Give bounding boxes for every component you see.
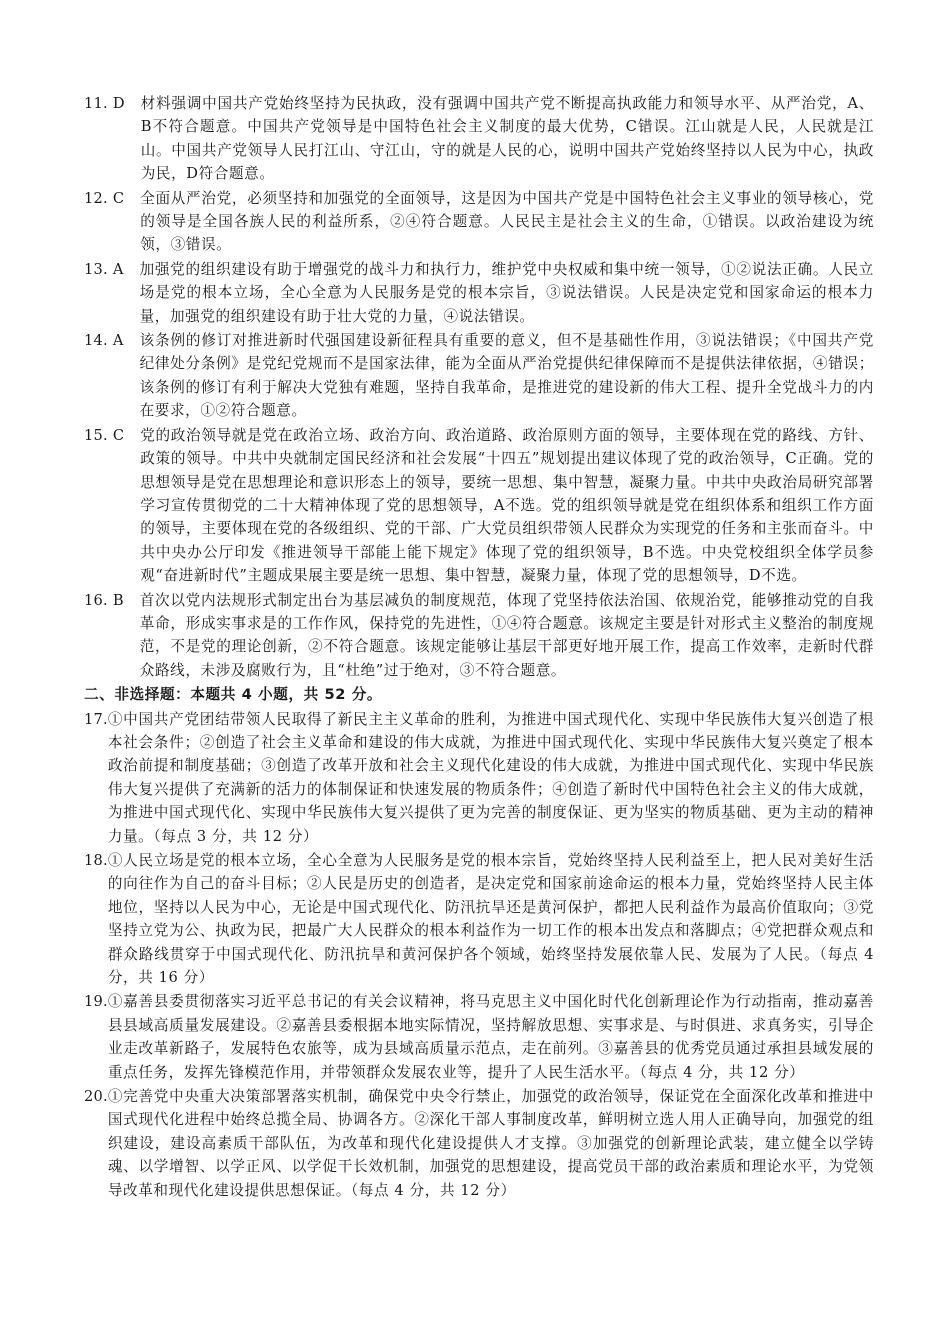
answer-explanation: ①中国共产党团结带领人民取得了新民主主义革命的胜利，为推进中国式现代化、实现中华民族伟大复兴创造了根本社会条件；②创造了社会主义革命和建设的伟大成就，为推进中国式现代化、实现中华民族伟大复兴奠定了根本政治前提和制度基础；③创造了改革开放和社会主义现代化建设的伟大成就，为推进中国式现代化、实现中华民族伟大复兴提供了充满新的活力的体制保证和快速发展的物质条件；④创造了新时代中国特色社会主义的伟大成就，为推进中国式现代化、实现中华民族伟大复兴提供了更为完善的制度保证、更为坚实的物质基础、更为主动的精神力量。（每点 3 分，共 12 分） xyxy=(107,710,874,845)
answer-item-17 xyxy=(84,708,874,848)
answer-choice: A xyxy=(112,332,124,350)
answer-explanation: 首次以党内法规形式制定出台为基层减负的制度规范，体现了党坚持依法治国、依规治党，能够推动党的自我革命，形成实事求是的工作作风，保持党的先进性，①④符合题意。该规定主要是针对形式主义整治的制度规范，不是党的理论创新，②不符合题意。该规定能够让基层干部更好地开展工作，提高工作效率，走新时代群众路线，未涉及腐败行为，且“杜绝”过于绝对，③不符合题意。 xyxy=(139,591,874,679)
answer-item-14 xyxy=(84,329,874,423)
answer-item-12 xyxy=(84,187,874,257)
answer-choice: C xyxy=(112,189,125,207)
answer-choice: B xyxy=(112,591,124,609)
question-number: 13. A xyxy=(84,258,140,328)
answer-explanation: ①嘉善县委贯彻落实习近平总书记的有关会议精神，将马克思主义中国化时代化创新理论作为行动指南，推动嘉善县县域高质量发展建设。②嘉善县委根据本地实际情况，坚持解放思想、实事求是、与时俱进、求真务实，引导企业走改革新路子，发展特色农旅等，成为县域高质量示范点，走在前列。③嘉善县的优秀党员通过承担县域发展的重点任务，发挥先锋模范作用，并带领群众发展农业等，提升了人民生活水平。（每点 4 分，共 12 分） xyxy=(107,993,874,1081)
answer-explanation: ①人民立场是党的根本立场，全心全意为人民服务是党的根本宗旨，党始终坚持人民利益至上，把人民对美好生活的向往作为自己的奋斗目标；②人民是历史的创造者，是决定党和国家前途命运的根本力量，党始终坚持人民主体地位，坚持以人民为中心，无论是中国式现代化、防汛抗旱还是黄河保护，都把人民利益作为最高价值取向；③党坚持立党为公、执政为民，把最广大人民群众的根本利益作为一切工作的根本出发点和落脚点；④党把群众观点和群众路线贯穿于中国式现代化、防汛抗旱和黄河保护各个领域，始终坚持发展依靠人民、发展为了人民。（每点 4 分，共 16 分） xyxy=(107,852,874,987)
question-number: 17. xyxy=(84,710,108,728)
answer-item-13 xyxy=(84,258,874,328)
question-number: 18. xyxy=(84,852,108,869)
answer-item-19 xyxy=(84,990,874,1084)
answer-item-15 xyxy=(84,424,874,588)
question-number: 11. D xyxy=(84,92,141,186)
answer-choice: C xyxy=(112,426,125,444)
answer-item-18 xyxy=(84,849,874,989)
section-title: 二、非选择题：本题共 4 小题，共 52 分。 xyxy=(84,686,383,704)
answer-explanation: 加强党的组织建设有助于增强党的战斗力和执行力，维护党中央权威和集中统一领导，①②说法正确。人民立场是党的根本立场，全心全意为人民服务是党的根本宗旨，③说法错误。人民是决定党和国家命运的根本力量，加强党的组织建设有助于壮大党的力量，④说法错误。 xyxy=(139,260,874,325)
answer-explanation: 党的政治领导就是党在政治立场、政治方向、政治道路、政治原则方面的领导，主要体现在党的路线、方针、政策的领导。中共中央就制定国民经济和社会发展“十四五”规划提出建议体现了党的政治领导，C正确。党的思想领导是党在思想理论和意识形态上的领导，要统一思想、集中智慧，凝聚力量。中共中央政治局研究部署学习宣传贯彻党的二十大精神体现了党的思想领导，A不选。党的组织领导就是党在组织体系和组织工作方面的领导，主要体现在党的各级组织、党的干部、广大党员组织带领人民群众为实现党的任务和主张而奋斗。中共中央办公厅印发《推进领导干部能上能下规定》体现了党的组织领导，B不选。中央党校组织全体学员参观“奋进新时代”主题成果展主要是统一思想、集中智慧，凝聚力量，体现了党的思想领导，D不选。 xyxy=(140,426,874,585)
answer-choice: D xyxy=(112,95,125,112)
question-number: 16. B xyxy=(84,589,140,683)
question-number: 14. A xyxy=(84,329,140,423)
answer-explanation: ①完善党中央重大决策部署落实机制，确保党中央令行禁止，加强党的政治领导，保证党在全面深化改革和推进中国式现代化进程中始终总揽全局、协调各方。②深化干部人事制度改革，鲜明树立选人用人正确导向，加强党的组织建设，建设高素质干部队伍，为改革和现代化建设提供人才支撑。③加强党的创新理论武装，建立健全以学铸魂、以学增智、以学正风、以学促干长效机制，加强党的思想建设，提高党员干部的政治素质和理论水平，为党领导改革和现代化建设提供思想保证。（每点 4 分，共 12 分） xyxy=(107,1088,874,1199)
answer-item-11 xyxy=(84,92,874,186)
answer-choice: A xyxy=(112,260,124,278)
answer-item-20 xyxy=(84,1085,874,1202)
question-number: 15. C xyxy=(84,424,140,588)
answer-item-16 xyxy=(84,589,874,683)
question-number: 19. xyxy=(84,993,108,1011)
question-number: 12. C xyxy=(84,187,140,257)
answer-explanation: 材料强调中国共产党始终坚持为民执政，没有强调中国共产党不断提高执政能力和领导水平、从严治党，A、B不符合题意。中国共产党领导是中国特色社会主义制度的最大优势，C错误。江山就是人民，人民就是江山。中国共产党领导人民打江山、守江山，守的就是人民的心，说明中国共产党始终坚持以人民为中心，执政为民，D符合题意。 xyxy=(140,95,874,183)
question-number: 20. xyxy=(84,1088,108,1106)
answer-explanation: 该条例的修订对推进新时代强国建设新征程具有重要的意义，但不是基础性作用，③说法错误；《中国共产党纪律处分条例》是党纪党规而不是国家法律，能为全面从严治党提供纪律保障而不是提供法律依据，④错误；该条例的修订有利于解决大党独有难题，坚持自我革命，是推进党的建设新的伟大工程、提升全党战斗力的内在要求，①②符合题意。 xyxy=(139,332,874,420)
answer-key-page xyxy=(84,92,874,1203)
answer-explanation: 全面从严治党，必须坚持和加强党的全面领导，这是因为中国共产党是中国特色社会主义事业的领导核心，党的领导是全国各族人民的利益所系，②④符合题意。人民民主是社会主义的生命，①错误。以政治建设为统领，③错误。 xyxy=(140,189,874,254)
